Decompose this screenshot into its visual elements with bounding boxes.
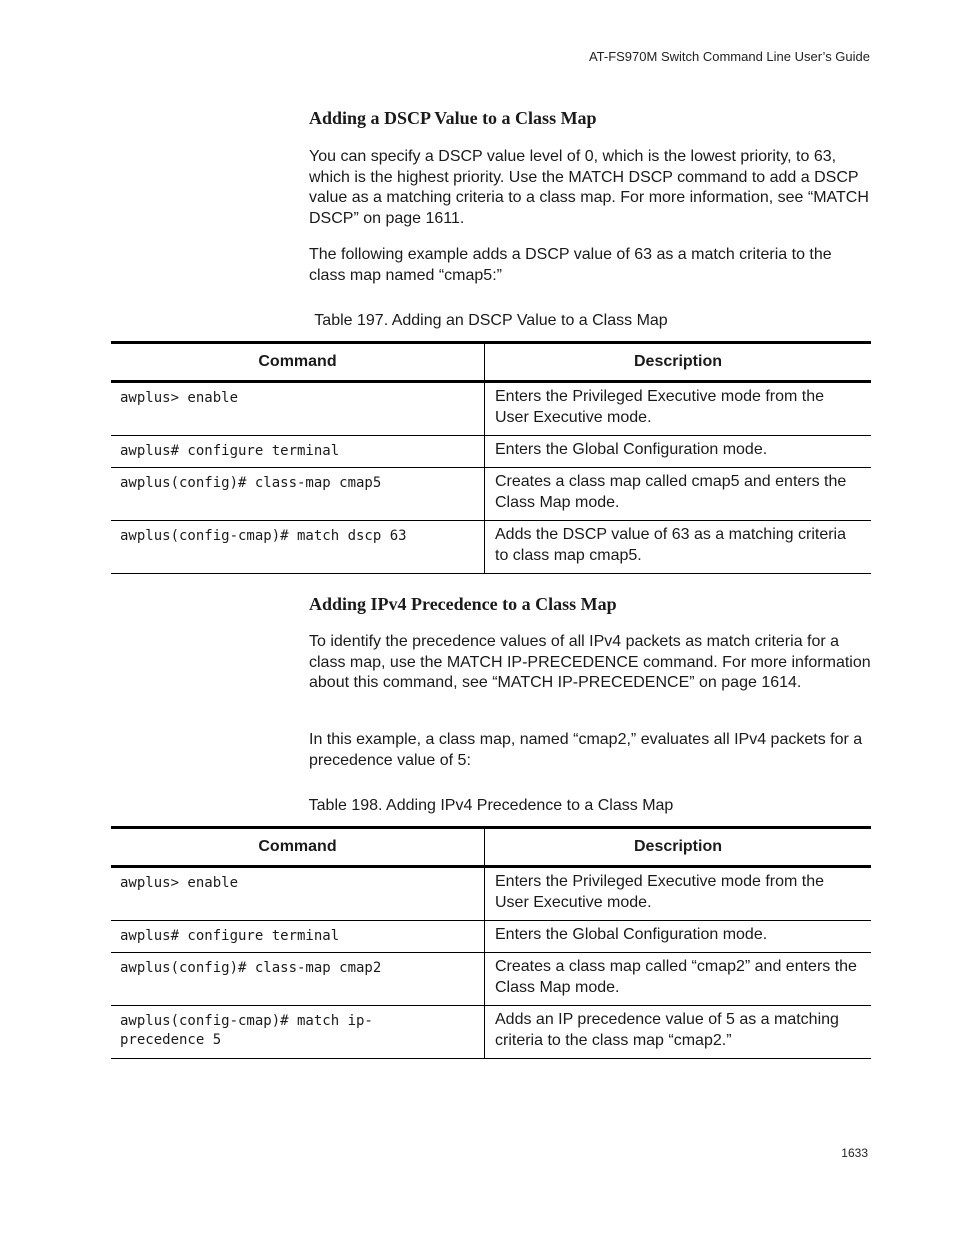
paragraph: In this example, a class map, named “cmap2,” evaluates all IPv4 packets for a precedence value of 5:: [309, 731, 863, 769]
table-header-row: [111, 343, 871, 382]
description-cell: Enters the Privileged Executive mode from the User Executive mode.: [485, 382, 872, 436]
table-caption: Table 197. Adding an DSCP Value to a Class Map: [314, 312, 668, 329]
paragraph: You can specify a DSCP value level of 0, which is the lowest priority, to 63, which is the highest priority. Use the MATCH DSCP command to add a DSCP value as a matching criteria to a class map. For more information, see “MATCH DSCP” on page 1611.: [309, 148, 869, 227]
table-row: [111, 468, 871, 521]
column-header-command: Command: [111, 828, 485, 867]
table-caption: Table 198. Adding IPv4 Precedence to a Class Map: [308, 797, 674, 814]
description-cell: Enters the Global Configuration mode.: [485, 921, 872, 953]
description-cell: Adds an IP precedence value of 5 as a matching criteria to the class map “cmap2.”: [485, 1006, 872, 1059]
command-table-197: [111, 341, 871, 574]
column-header-command: Command: [111, 343, 485, 382]
command-cell: awplus> enable: [111, 382, 485, 436]
table-row: [111, 436, 871, 468]
table-row: [111, 521, 871, 574]
paragraph: To identify the precedence values of all IPv4 packets as match criteria for a class map, use the MATCH IP-PRECEDENCE command. For more information about this command, see “MATCH IP-PRECEDENCE” on page 1614.: [309, 633, 871, 691]
column-header-description: Description: [485, 828, 872, 867]
table-row: [111, 921, 871, 953]
table-row: [111, 867, 871, 921]
table-header-row: [111, 828, 871, 867]
table-row: [111, 382, 871, 436]
table-row: [111, 953, 871, 1006]
running-header: AT-FS970M Switch Command Line User’s Guide: [588, 49, 870, 64]
command-cell: awplus# configure terminal: [111, 921, 485, 953]
command-cell: awplus(config-cmap)# match dscp 63: [111, 521, 485, 574]
section-heading-ipv4-precedence: Adding IPv4 Precedence to a Class Map: [309, 594, 617, 614]
command-table-198: [111, 826, 871, 1059]
description-cell: Enters the Global Configuration mode.: [485, 436, 872, 468]
column-header-description: Description: [485, 343, 872, 382]
paragraph: The following example adds a DSCP value of 63 as a match criteria to the class map named “cmap5:”: [309, 246, 832, 284]
command-cell: awplus(config)# class-map cmap5: [111, 468, 485, 521]
description-cell: Creates a class map called “cmap2” and enters the Class Map mode.: [485, 953, 872, 1006]
command-cell: awplus> enable: [111, 867, 485, 921]
command-cell: awplus(config)# class-map cmap2: [111, 953, 485, 1006]
description-cell: Adds the DSCP value of 63 as a matching criteria to class map cmap5.: [485, 521, 872, 574]
description-cell: Creates a class map called cmap5 and enters the Class Map mode.: [485, 468, 872, 521]
command-cell: awplus# configure terminal: [111, 436, 485, 468]
command-cell: awplus(config-cmap)# match ip- precedence 5: [111, 1006, 485, 1059]
table-row: [111, 1006, 871, 1059]
description-cell: Enters the Privileged Executive mode from the User Executive mode.: [485, 867, 872, 921]
page-number: 1633: [841, 1146, 868, 1160]
section-heading-dscp: Adding a DSCP Value to a Class Map: [309, 108, 597, 128]
